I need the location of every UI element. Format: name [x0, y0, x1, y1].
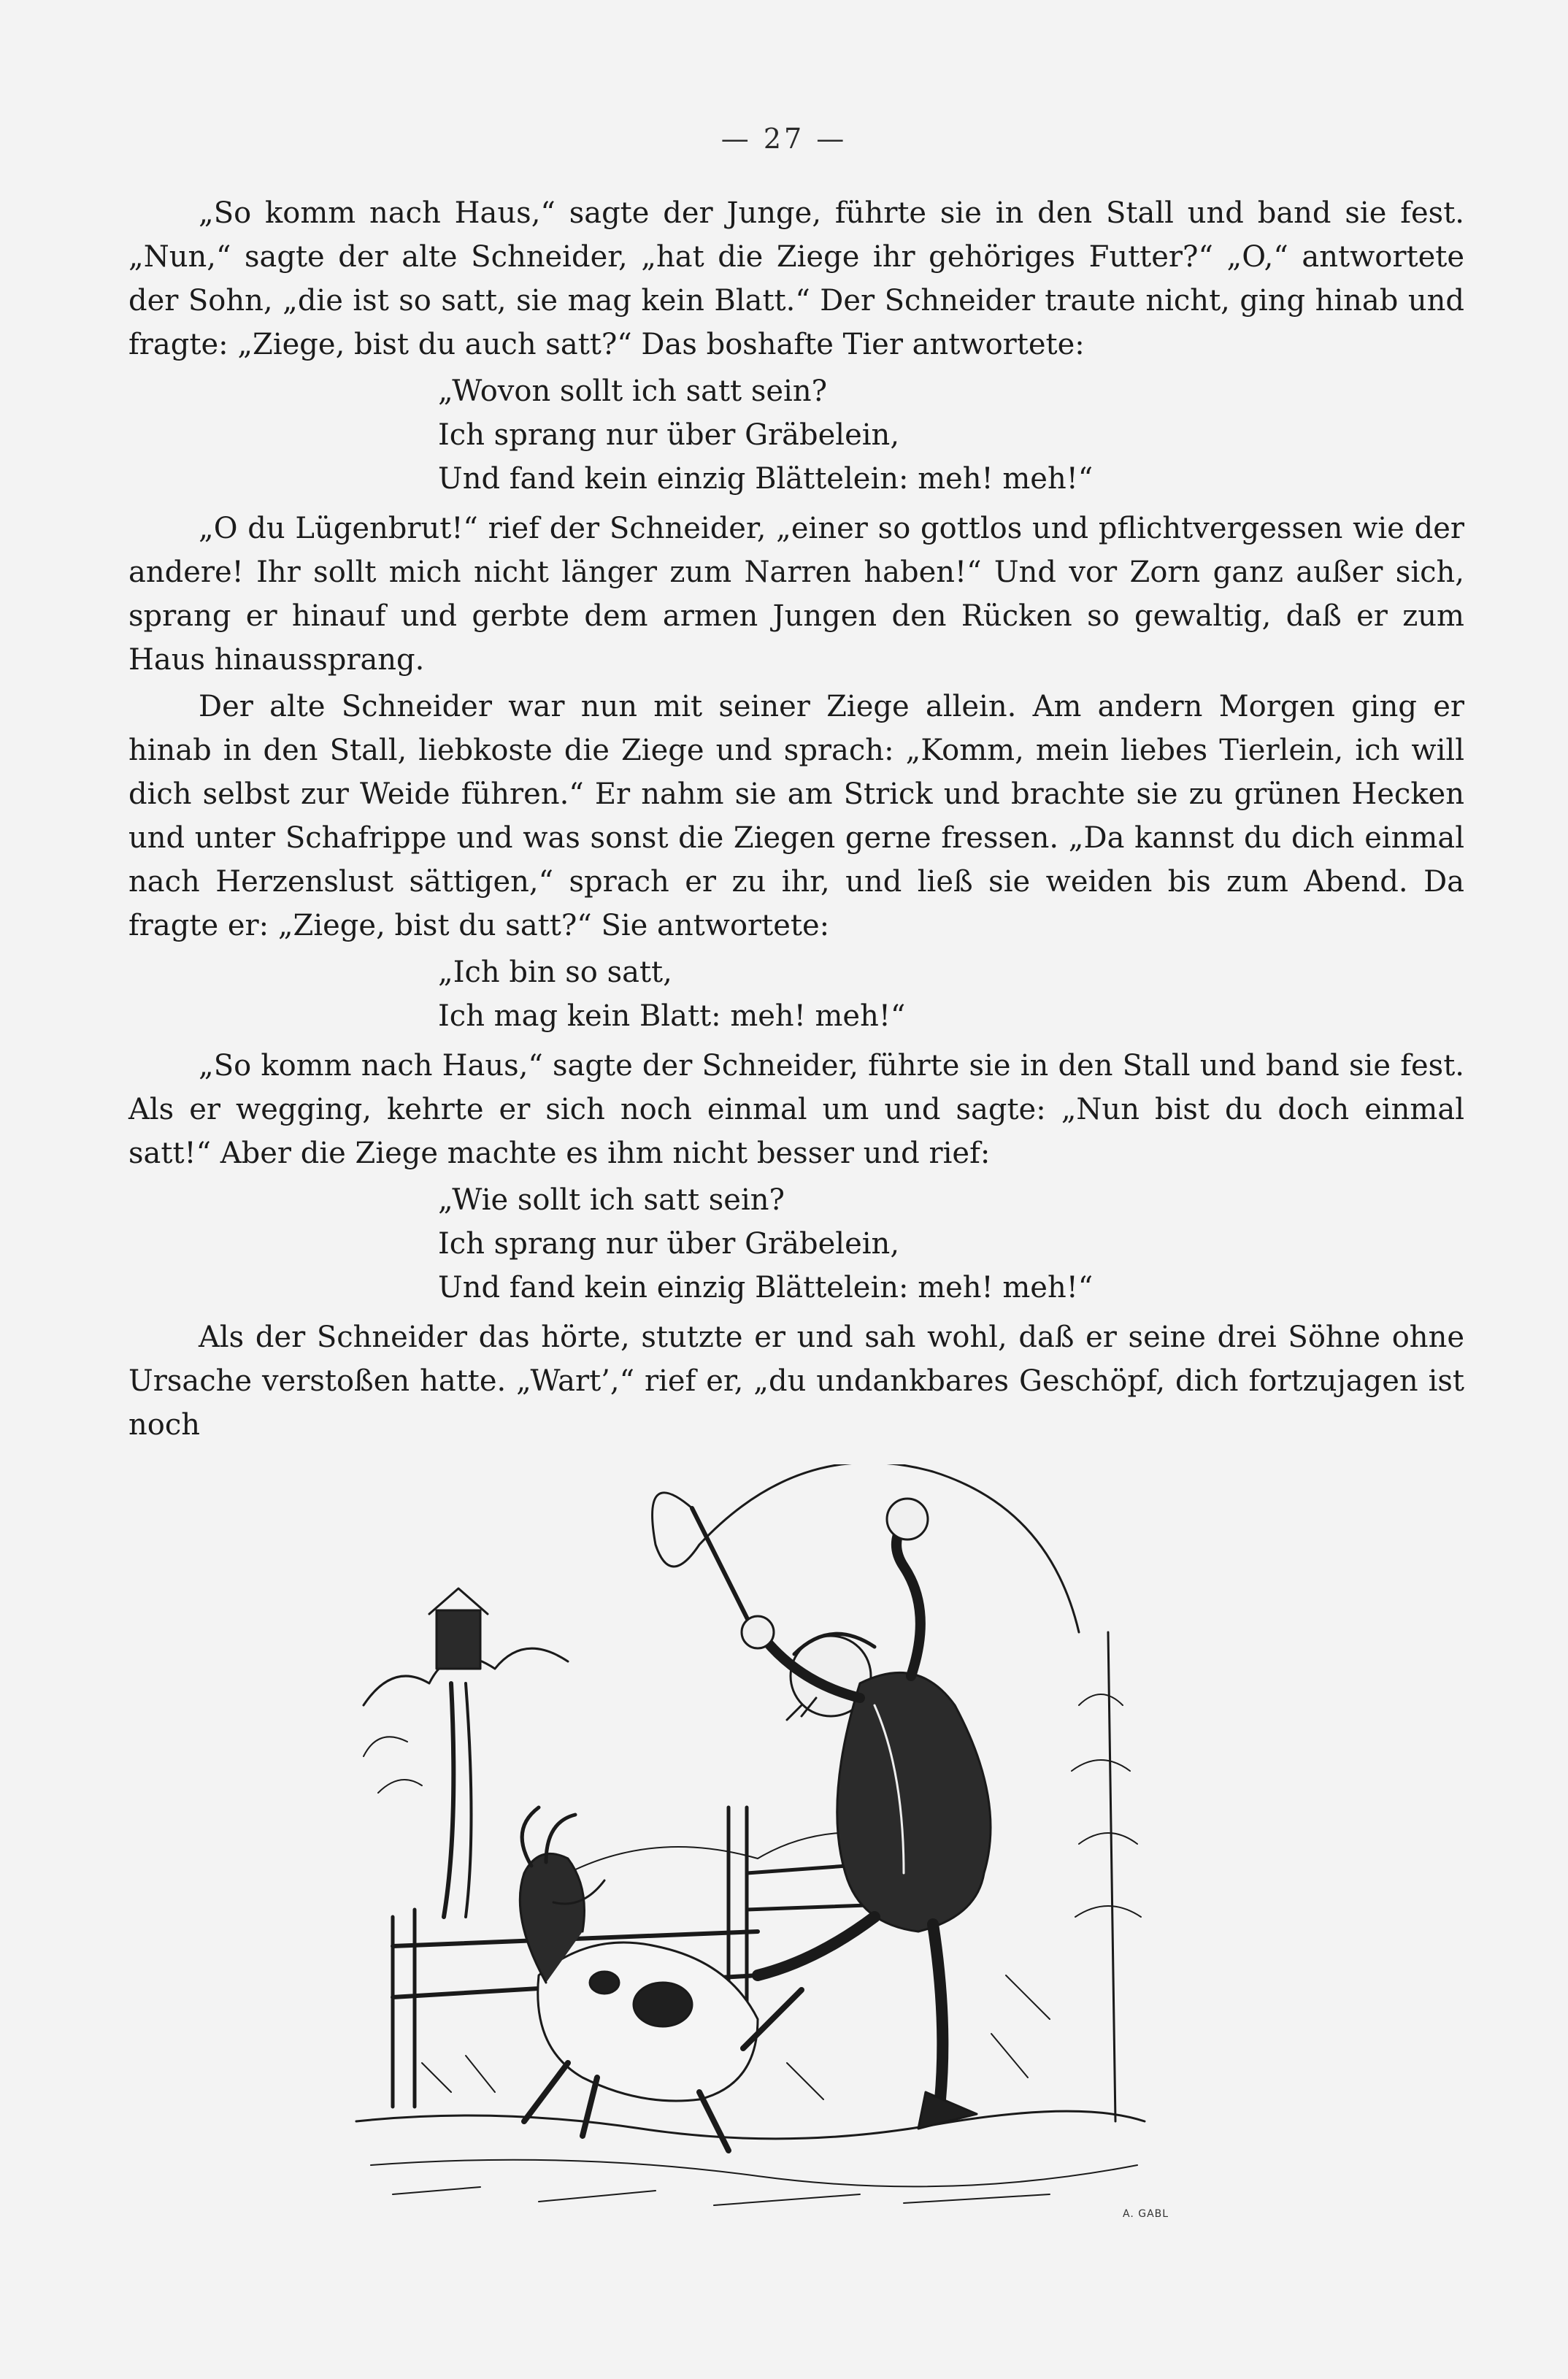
verse-3	[438, 1178, 1464, 1310]
paragraph-4: „So komm nach Haus,“ sagte der Schneider, führte sie in den Stall und band sie fest. Als er wegging, kehrte er sich noch einmal um und sagte: „Nun bist du doch einmal satt!“ Aber die Ziege machte es ihm nicht besser und rief:	[128, 1049, 1464, 1170]
paragraph-2: „O du Lügenbrut!“ rief der Schneider, „einer so gottlos und pflichtvergessen wie der andere! Ihr sollt mich nicht länger zum Narren haben!“ Und vor Zorn ganz außer sich, sprang er hinauf und gerbte dem armen Jungen den Rücken so gewaltig, daß er zum Haus hinaussprang.	[128, 512, 1464, 677]
verse-line: Und fand kein einzig Blättelein: meh! meh!“	[438, 1271, 1094, 1304]
page-number: — 27 —	[720, 123, 848, 155]
paragraph-3: Der alte Schneider war nun mit seiner Ziege allein. Am andern Morgen ging er hinab in den Stall, liebkoste die Ziege und sprach: „Komm, mein liebes Tierlein, ich will dich selbst zur Weide führen.“ Er nahm sie am Strick und brachte sie zu grünen Hecken und unter Schafrippe und was sonst die Ziegen gerne fressen. „Da kannst du dich einmal nach Herzenslust sättigen,“ sprach er zu ihr, und ließ sie weiden bis zum Abend. Da fragte er: „Ziege, bist du satt?“ Sie antwortete:	[128, 690, 1464, 942]
verse-line: „Wie sollt ich satt sein?	[438, 1183, 785, 1217]
tailor-whipping-goat-icon	[349, 1464, 1152, 2226]
illustrator-signature: A. GABL	[1123, 2208, 1169, 2220]
verse-line: „Ich bin so satt,	[438, 956, 672, 989]
verse-1	[438, 369, 1464, 501]
verse-line: Ich mag kein Blatt: meh! meh!“	[438, 999, 906, 1033]
verse-line: Ich sprang nur über Gräbelein,	[438, 418, 900, 452]
paragraph-5: Als der Schneider das hörte, stutzte er und sah wohl, daß er seine drei Söhne ohne Ursache verstoßen hatte. „Wart’,“ rief er, „du undankbares Geschöpf, dich fortzujagen ist noch	[128, 1321, 1464, 1442]
verse-line: Ich sprang nur über Gräbelein,	[438, 1227, 900, 1261]
story-text	[128, 191, 1464, 1450]
verse-line: „Wovon sollt ich satt sein?	[438, 374, 828, 408]
verse-2	[438, 950, 1464, 1038]
verse-line: Und fand kein einzig Blättelein: meh! meh!“	[438, 462, 1094, 496]
paragraph-1: „So komm nach Haus,“ sagte der Junge, führte sie in den Stall und band sie fest. „Nun,“ sagte der alte Schneider, „hat die Ziege ihr gehöriges Futter?“ „O,“ antwortete der Sohn, „die ist so satt, sie mag kein Blatt.“ Der Schneider traute nicht, ging hinab und fragte: „Ziege, bist du auch satt?“ Das boshafte Tier antwortete:	[128, 196, 1464, 361]
